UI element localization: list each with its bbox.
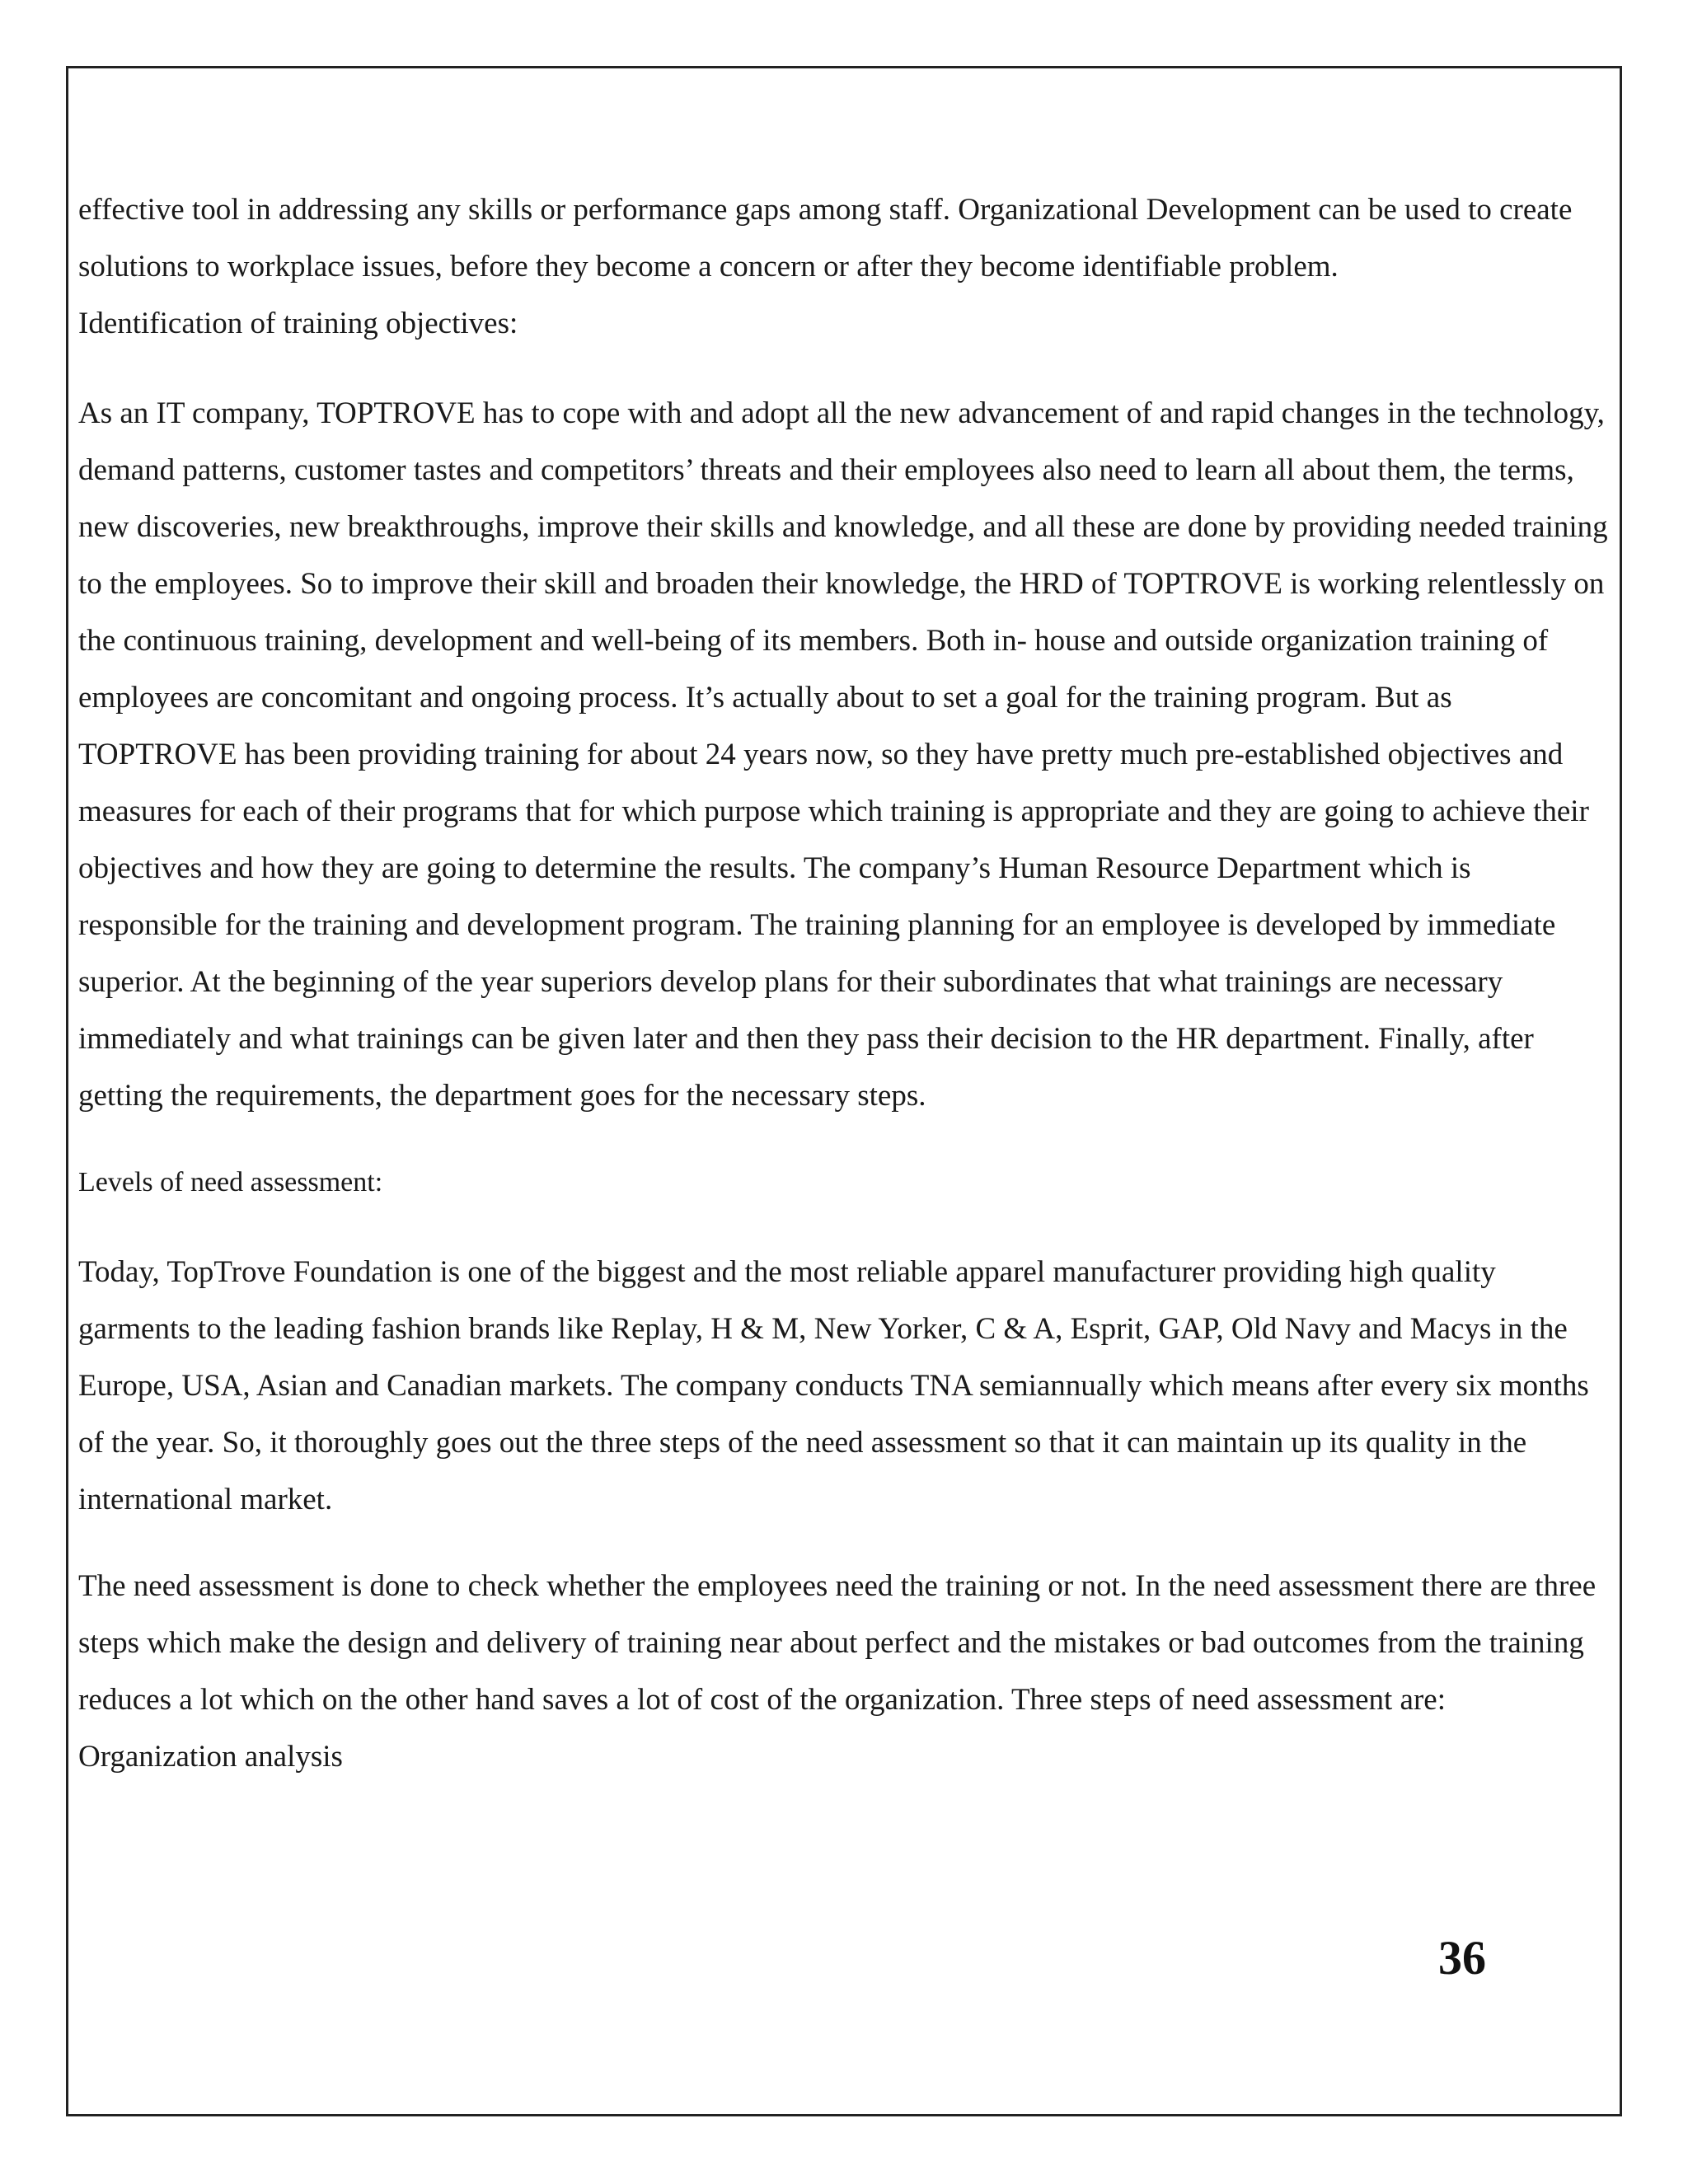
document-body xyxy=(78,181,1613,1785)
page-number: 36 xyxy=(1438,1931,1486,1985)
objectives-paragraph: As an IT company, TOPTROVE has to cope with and adopt all the new advancement of and rapid changes in the technology, demand patterns, customer tastes and competitors’ threats and their employees also need to learn all about them, the terms, new discoveries, new breakthroughs, improve their skills and knowledge, and all these are done by providing needed training to the employees. So to improve their skill and broaden their knowledge, the HRD of TOPTROVE is working relentlessly on the continuous training, development and well-being of its members. Both in- house and outside organization training of employees are concomitant and ongoing process. It’s actually about to set a goal for the training program. But as TOPTROVE has been providing training for about 24 years now, so they have pretty much pre-established objectives and measures for each of their programs that for which purpose which training is appropriate and they are going to achieve their objectives and how they are going to determine the results. The company’s Human Resource Department which is responsible for the training and development program. The training planning for an employee is developed by immediate superior. At the beginning of the year superiors develop plans for their subordinates that what trainings are necessary immediately and what trainings can be given later and then they pass their decision to the HR department. Finally, after getting the requirements, the department goes for the necessary steps. xyxy=(78,396,1608,1113)
levels-heading: Levels of need assessment: xyxy=(78,1167,383,1197)
objectives-heading: Identification of training objectives: xyxy=(78,307,518,340)
steps-paragraph: The need assessment is done to check whether the employees need the training or not. In the need assessment there are three steps which make the design and delivery of training near about perfect and the mistakes or bad outcomes from the training reduces a lot which on the other hand saves a lot of cost of the organization. Three steps of need assessment are: xyxy=(78,1569,1597,1717)
steps-item: Organization analysis xyxy=(78,1740,343,1774)
intro-paragraph: effective tool in addressing any skills or performance gaps among staff. Organizational Development can be used to create solutions to workplace issues, before they become a concern or after they become identifiable problem. xyxy=(78,193,1573,284)
levels-paragraph: Today, TopTrove Foundation is one of the biggest and the most reliable apparel manufacturer providing high quality garments to the leading fashion brands like Replay, H & M, New Yorker, C & A, Esprit, GAP, Old Navy and Macys in the Europe, USA, Asian and Canadian markets. The company conducts TNA semiannually which means after every six months of the year. So, it thoroughly goes out the three steps of the need assessment so that it can maintain up its quality in the international market. xyxy=(78,1255,1589,1516)
